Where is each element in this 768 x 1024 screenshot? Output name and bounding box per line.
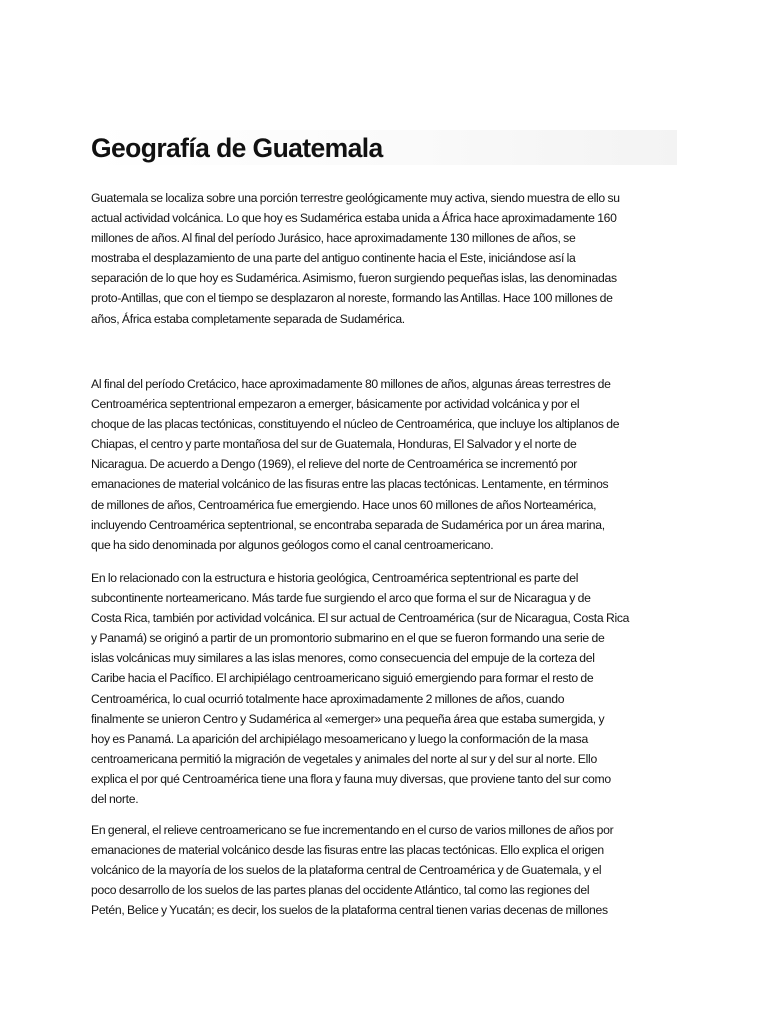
text-line: Centroamérica septentrional empezaron a emerger, básicamente por actividad volcánica y por el [91, 397, 580, 412]
text-line: hoy es Panamá. La aparición del archipiélago mesoamericano y luego la conformación de la masa [91, 731, 588, 746]
text-line: del norte. [91, 792, 139, 807]
text-line: centroamericana permitió la migración de vegetales y animales del norte al sur y del sur al norte. Ello [91, 751, 597, 766]
text-line: finalmente se unieron Centro y Sudamérica al «emerger» una pequeña área que estaba sumergida, y [91, 711, 605, 726]
text-line: volcánico de la mayoría de los suelos de la plataforma central de Centroamérica y de Guatemala, y el [91, 863, 602, 878]
text-line: Caribe hacia el Pacífico. El archipiélago centroamericano siguió emergiendo para formar el resto de [91, 671, 594, 686]
text-line: incluyendo Centroamérica septentrional, se encontraba separada de Sudamérica por un área marina, [91, 517, 605, 532]
text-line: proto-Antillas, que con el tiempo se desplazaron al noreste, formando las Antillas. Hace 100 millones de [91, 291, 613, 306]
text-line: Al final del período Cretácico, hace aproximadamente 80 millones de años, algunas áreas terrestres de [91, 377, 611, 391]
text-line: separación de lo que hoy es Sudamérica. Asimismo, fueron surgiendo pequeñas islas, las denominadas [91, 271, 617, 286]
text-line: Costa Rica, también por actividad volcánica. El sur actual de Centroamérica (sur de Nicaragua, Costa Rica [91, 611, 630, 626]
document-title: Geografía de Guatemala [91, 133, 383, 163]
text-line: Petén, Belice y Yucatán; es decir, los suelos de la plataforma central tienen varias decenas de millones [91, 903, 608, 918]
text-line: de millones de años, Centroamérica fue emergiendo. Hace unos 60 millones de años Norteamérica, [91, 497, 597, 512]
text-line: explica el por qué Centroamérica tiene una flora y fauna muy diversas, que proviene tanto del sur como [91, 771, 611, 786]
paragraph-2 [91, 374, 691, 555]
paragraph-1 [91, 188, 691, 329]
text-line: mostraba el desplazamiento de una parte del antiguo continente hacia el Este, iniciándose así la [91, 251, 576, 266]
text-line: años, África estaba completamente separada de Sudamérica. [91, 311, 405, 326]
text-line: millones de años. Al final del período Jurásico, hace aproximadamente 130 millones de años, se [91, 231, 576, 246]
paragraph-3 [91, 568, 691, 809]
text-line: islas volcánicas muy similares a las islas menores, como consecuencia del empuje de la corteza del [91, 651, 595, 666]
text-line: Chiapas, el centro y parte montañosa del sur de Guatemala, Honduras, El Salvador y el norte de [91, 437, 577, 452]
text-line: Nicaragua. De acuerdo a Dengo (1969), el relieve del norte de Centroamérica se incrementó por [91, 457, 578, 472]
text-line: Centroamérica, lo cual ocurrió totalmente hace aproximadamente 2 millones de años, cuando [91, 691, 565, 706]
text-line: emanaciones de material volcánico de las fisuras entre las placas tectónicas. Lentamente, en términos [91, 477, 609, 492]
text-line: subcontinente norteamericano. Más tarde fue surgiendo el arco que forma el sur de Nicaragua y de [91, 591, 591, 606]
title-banner [89, 130, 677, 165]
text-line: En general, el relieve centroamericano se fue incrementando en el curso de varios millones de años por [91, 823, 614, 837]
paragraph-4 [91, 820, 691, 920]
text-line: que ha sido denominada por algunos geólogos como el canal centroamericano. [91, 537, 494, 552]
text-line: choque de las placas tectónicas, constituyendo el núcleo de Centroamérica, que incluye los altiplanos de [91, 417, 620, 432]
text-line: actual actividad volcánica. Lo que hoy es Sudamérica estaba unida a África hace aproximadamente 160 [91, 211, 617, 226]
text-line: poco desarrollo de los suelos de las partes planas del occidente Atlántico, tal como las regiones del [91, 883, 590, 898]
text-line: y Panamá) se originó a partir de un promontorio submarino en el que se fueron formando una serie de [91, 631, 605, 646]
text-line: En lo relacionado con la estructura e historia geológica, Centroamérica septentrional es parte del [91, 571, 579, 585]
text-line: Guatemala se localiza sobre una porción terrestre geológicamente muy activa, siendo muestra de ello su [91, 191, 620, 205]
text-line: emanaciones de material volcánico desde las fisuras entre las placas tectónicas. Ello explica el origen [91, 843, 604, 858]
